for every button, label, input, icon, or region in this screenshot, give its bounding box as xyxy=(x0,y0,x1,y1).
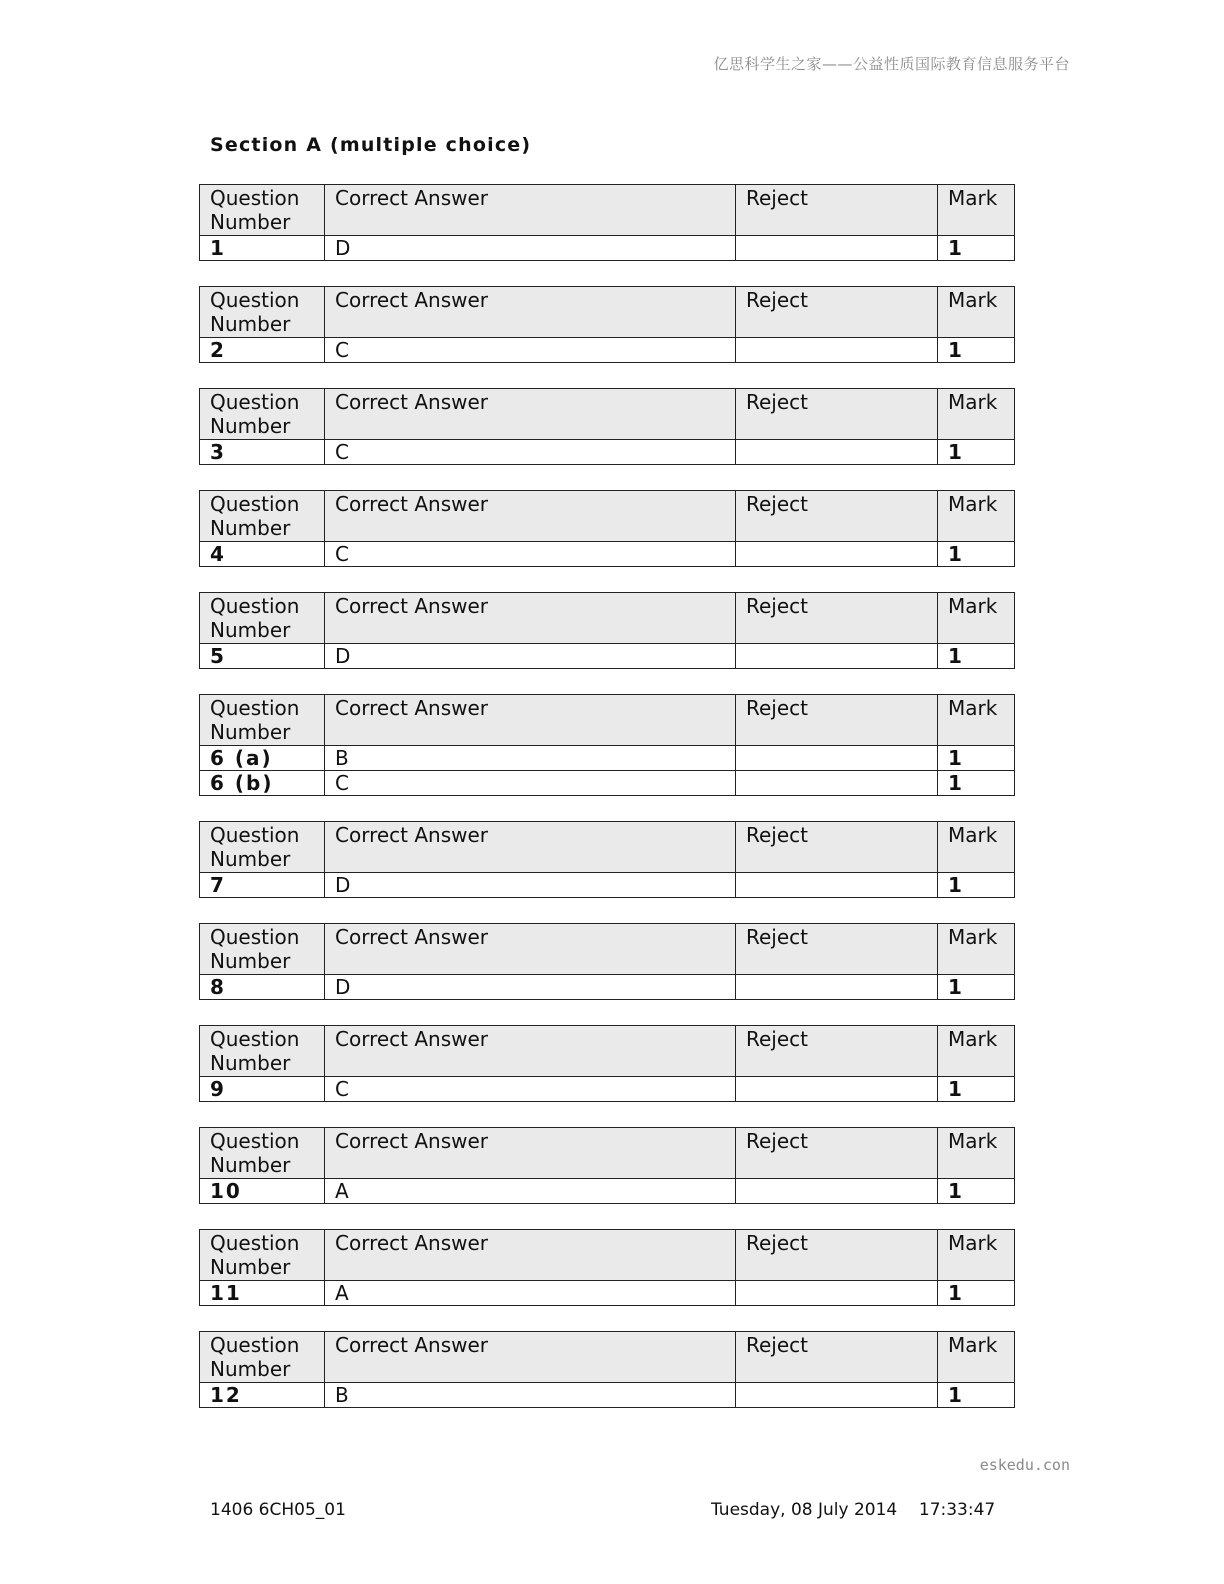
question-number-cell: 8 xyxy=(200,975,325,1000)
header-question-number: Question Number xyxy=(200,695,325,746)
correct-answer-cell: C xyxy=(325,338,736,363)
question-table xyxy=(199,388,1015,465)
question-table xyxy=(199,694,1015,796)
table-row xyxy=(200,1383,1015,1408)
header-mark: Mark xyxy=(938,695,1015,746)
header-watermark: 亿思科学生之家——公益性质国际教育信息服务平台 xyxy=(713,55,1070,73)
header-mark: Mark xyxy=(938,1332,1015,1383)
footer-time: 17:33:47 xyxy=(918,1500,996,1520)
table-row xyxy=(200,644,1015,669)
question-number-cell: 3 xyxy=(200,440,325,465)
header-correct-answer: Correct Answer xyxy=(325,1332,736,1383)
question-number-cell: 2 xyxy=(200,338,325,363)
question-table xyxy=(199,1229,1015,1306)
table-header-row xyxy=(200,185,1015,236)
table-header-row xyxy=(200,695,1015,746)
section-title: Section A (multiple choice) xyxy=(210,134,532,156)
question-table xyxy=(199,490,1015,567)
mark-cell: 1 xyxy=(938,440,1015,465)
correct-answer-cell: D xyxy=(325,873,736,898)
correct-answer-cell: C xyxy=(325,542,736,567)
question-number-cell: 12 xyxy=(200,1383,325,1408)
header-mark: Mark xyxy=(938,287,1015,338)
question-table xyxy=(199,184,1015,261)
mark-cell: 1 xyxy=(938,1077,1015,1102)
question-table xyxy=(199,1127,1015,1204)
reject-cell xyxy=(736,1383,938,1408)
correct-answer-cell: B xyxy=(325,1383,736,1408)
question-table xyxy=(199,821,1015,898)
header-correct-answer: Correct Answer xyxy=(325,593,736,644)
header-mark: Mark xyxy=(938,389,1015,440)
header-question-number: Question Number xyxy=(200,1128,325,1179)
table-header-row xyxy=(200,1230,1015,1281)
header-correct-answer: Correct Answer xyxy=(325,1128,736,1179)
table-row xyxy=(200,771,1015,796)
header-question-number: Question Number xyxy=(200,287,325,338)
question-table xyxy=(199,592,1015,669)
mark-cell: 1 xyxy=(938,1383,1015,1408)
header-mark: Mark xyxy=(938,1026,1015,1077)
table-header-row xyxy=(200,389,1015,440)
header-reject: Reject xyxy=(736,924,938,975)
mark-cell: 1 xyxy=(938,542,1015,567)
header-reject: Reject xyxy=(736,822,938,873)
mark-cell: 1 xyxy=(938,1281,1015,1306)
question-number-cell: 6 (a) xyxy=(200,746,325,771)
header-question-number: Question Number xyxy=(200,1026,325,1077)
header-correct-answer: Correct Answer xyxy=(325,287,736,338)
table-row xyxy=(200,746,1015,771)
table-row xyxy=(200,440,1015,465)
footer-date: Tuesday, 08 July 2014 xyxy=(711,1500,898,1520)
header-correct-answer: Correct Answer xyxy=(325,924,736,975)
table-row xyxy=(200,236,1015,261)
header-reject: Reject xyxy=(736,491,938,542)
header-reject: Reject xyxy=(736,593,938,644)
table-header-row xyxy=(200,1128,1015,1179)
question-number-cell: 11 xyxy=(200,1281,325,1306)
mark-cell: 1 xyxy=(938,1179,1015,1204)
reject-cell xyxy=(736,771,938,796)
reject-cell xyxy=(736,1077,938,1102)
header-question-number: Question Number xyxy=(200,389,325,440)
question-table xyxy=(199,1025,1015,1102)
table-row xyxy=(200,975,1015,1000)
reject-cell xyxy=(736,975,938,1000)
table-header-row xyxy=(200,593,1015,644)
header-question-number: Question Number xyxy=(200,822,325,873)
table-header-row xyxy=(200,924,1015,975)
correct-answer-cell: A xyxy=(325,1281,736,1306)
mark-cell: 1 xyxy=(938,746,1015,771)
table-header-row xyxy=(200,287,1015,338)
correct-answer-cell: B xyxy=(325,746,736,771)
question-number-cell: 10 xyxy=(200,1179,325,1204)
footer-doc-code: 1406 6CH05_01 xyxy=(210,1500,346,1520)
header-correct-answer: Correct Answer xyxy=(325,389,736,440)
mark-cell: 1 xyxy=(938,338,1015,363)
header-reject: Reject xyxy=(736,287,938,338)
question-table xyxy=(199,923,1015,1000)
table-row xyxy=(200,542,1015,567)
table-header-row xyxy=(200,491,1015,542)
question-table xyxy=(199,1331,1015,1408)
question-number-cell: 4 xyxy=(200,542,325,567)
header-reject: Reject xyxy=(736,389,938,440)
correct-answer-cell: D xyxy=(325,644,736,669)
header-question-number: Question Number xyxy=(200,1332,325,1383)
reject-cell xyxy=(736,746,938,771)
header-mark: Mark xyxy=(938,924,1015,975)
reject-cell xyxy=(736,338,938,363)
header-question-number: Question Number xyxy=(200,593,325,644)
header-correct-answer: Correct Answer xyxy=(325,1230,736,1281)
reject-cell xyxy=(736,1179,938,1204)
header-reject: Reject xyxy=(736,185,938,236)
correct-answer-cell: D xyxy=(325,236,736,261)
header-reject: Reject xyxy=(736,1332,938,1383)
mark-cell: 1 xyxy=(938,873,1015,898)
header-mark: Mark xyxy=(938,185,1015,236)
header-reject: Reject xyxy=(736,695,938,746)
header-question-number: Question Number xyxy=(200,491,325,542)
header-reject: Reject xyxy=(736,1128,938,1179)
question-number-cell: 7 xyxy=(200,873,325,898)
correct-answer-cell: C xyxy=(325,771,736,796)
table-header-row xyxy=(200,822,1015,873)
mark-scheme-tables xyxy=(199,184,1013,1433)
header-mark: Mark xyxy=(938,593,1015,644)
question-number-cell: 9 xyxy=(200,1077,325,1102)
correct-answer-cell: D xyxy=(325,975,736,1000)
header-correct-answer: Correct Answer xyxy=(325,695,736,746)
footer-site: eskedu.con xyxy=(979,1456,1070,1474)
question-number-cell: 1 xyxy=(200,236,325,261)
reject-cell xyxy=(736,1281,938,1306)
correct-answer-cell: C xyxy=(325,440,736,465)
correct-answer-cell: C xyxy=(325,1077,736,1102)
reject-cell xyxy=(736,542,938,567)
table-header-row xyxy=(200,1332,1015,1383)
header-correct-answer: Correct Answer xyxy=(325,491,736,542)
question-number-cell: 5 xyxy=(200,644,325,669)
header-question-number: Question Number xyxy=(200,924,325,975)
mark-cell: 1 xyxy=(938,236,1015,261)
header-correct-answer: Correct Answer xyxy=(325,1026,736,1077)
header-reject: Reject xyxy=(736,1026,938,1077)
question-table xyxy=(199,286,1015,363)
header-mark: Mark xyxy=(938,822,1015,873)
header-correct-answer: Correct Answer xyxy=(325,185,736,236)
question-number-cell: 6 (b) xyxy=(200,771,325,796)
table-header-row xyxy=(200,1026,1015,1077)
reject-cell xyxy=(736,440,938,465)
table-row xyxy=(200,873,1015,898)
reject-cell xyxy=(736,873,938,898)
header-question-number: Question Number xyxy=(200,1230,325,1281)
mark-cell: 1 xyxy=(938,644,1015,669)
footer-datetime xyxy=(711,1500,995,1520)
reject-cell xyxy=(736,236,938,261)
reject-cell xyxy=(736,644,938,669)
mark-cell: 1 xyxy=(938,771,1015,796)
table-row xyxy=(200,1077,1015,1102)
header-correct-answer: Correct Answer xyxy=(325,822,736,873)
table-row xyxy=(200,1179,1015,1204)
header-reject: Reject xyxy=(736,1230,938,1281)
header-mark: Mark xyxy=(938,491,1015,542)
header-mark: Mark xyxy=(938,1128,1015,1179)
table-row xyxy=(200,1281,1015,1306)
correct-answer-cell: A xyxy=(325,1179,736,1204)
mark-cell: 1 xyxy=(938,975,1015,1000)
header-mark: Mark xyxy=(938,1230,1015,1281)
header-question-number: Question Number xyxy=(200,185,325,236)
table-row xyxy=(200,338,1015,363)
